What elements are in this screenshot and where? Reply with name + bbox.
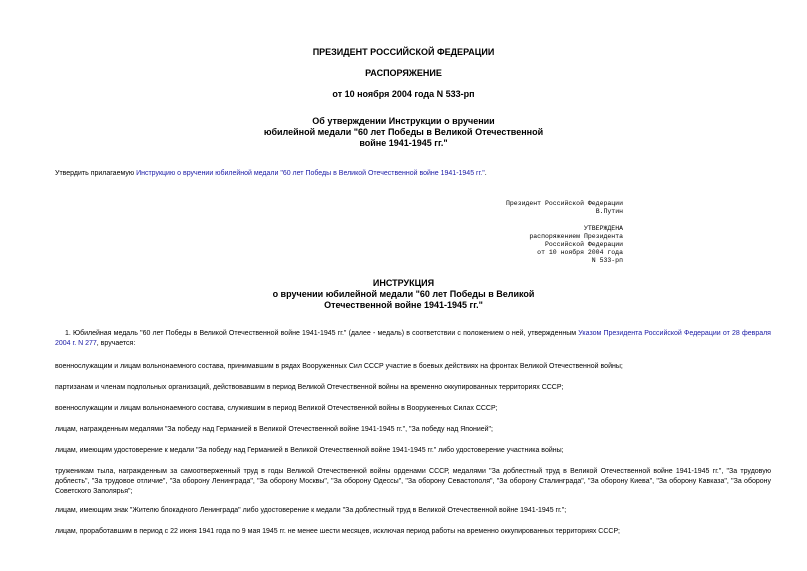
list-item: лицам, имеющим удостоверение к медали "За победу над Германией в Великой Отечественной войне 1941-1945 гг." либо удостоверение участника войны; [55,447,564,454]
decree-link[interactable]: Указом Президента Российской Федерации от 28 февраля 2004 г. N 277 [55,330,771,347]
instruction-paragraph-1 [55,329,771,349]
signature-block [420,200,623,216]
signature-name: В.Путин [595,208,623,215]
list-item: лицам, награжденным медалями "За победу над Германией в Великой Отечественной войне 1941-1945 гг.", "За победу над Японией"; [55,426,493,433]
order-paragraph [55,169,771,179]
instruction-link[interactable]: Инструкцию о вручении юбилейной медали "60 лет Победы в Великой Отечественной войне 1941-1945 гг." [136,170,485,177]
order-prefix: Утвердить прилагаемую [55,170,137,177]
approval-line: распоряжением Президента [529,233,623,240]
document-date: от 10 ноября 2004 года N 533-рп [332,89,475,99]
list-item: лицам, проработавшим в период с 22 июня 1941 года по 9 мая 1945 гг. не менее шести месяцев, исключая период работы на временно оккупированных территориях СССР; [55,528,620,535]
title-line: Об утверждении Инструкции о вручении [312,116,495,126]
approval-line: N 533-рп [591,257,623,264]
list-item: военнослужащим и лицам вольнонаемного состава, служившим в период Великой Отечественной войны в Вооруженных Силах СССР; [55,405,498,412]
authority-heading: ПРЕЗИДЕНТ РОССИЙСКОЙ ФЕДЕРАЦИИ [312,47,495,57]
signature-position: Президент Российской Федерации [505,200,623,207]
approval-line: УТВЕРЖДЕНА [583,225,623,232]
document-type: РАСПОРЯЖЕНИЕ [365,68,442,78]
instruction-title [0,278,807,311]
list-item: военнослужащим и лицам вольнонаемного состава, принимавшим в рядах Вооруженных Сил СССР участие в боевых действиях на фронтах Великой Отечественной войны; [55,363,623,370]
title-line: войне 1941-1945 гг." [359,138,448,148]
order-suffix: . [484,170,487,177]
instruction-title-line: ИНСТРУКЦИЯ [372,278,435,288]
instruction-title-line: Отечественной войне 1941-1945 гг." [324,300,483,310]
title-line: юбилейной медали "60 лет Победы в Великой Отечественной [263,127,544,137]
paragraph-suffix: , вручается: [96,340,136,347]
document-title [0,116,807,149]
list-item: партизанам и членам подпольных организаций, действовавшим в период Великой Отечественной войны на временно оккупированных территориях СССР; [55,384,564,391]
approval-block [420,225,623,265]
list-item: труженикам тыла, награжденным за самоотверженный труд в годы Великой Отечественной войны орденами СССР, медалями "За доблестный труд в Великой Отечественной войне 1941-1945 гг.", "За трудовую доблесть", "За трудовое отличие", "За оборону Ленинграда", "За оборону Москвы", "За оборону Одессы", "За оборону Севастополя", "За оборону Сталинграда", "За оборону Киева", "За оборону Кавказа", "За оборону Советского Заполярья"; [55,468,771,495]
instruction-title-line: о вручении юбилейной медали "60 лет Победы в Великой [272,289,535,299]
approval-line: от 10 ноября 2004 года [537,249,623,256]
list-item: лицам, имеющим знак "Жителю блокадного Ленинграда" либо удостоверение к медали "За доблестный труд в Великой Отечественной войне 1941-1945 гг."; [55,507,567,514]
approval-line: Российской Федерации [544,241,623,248]
paragraph-text: 1. Юбилейная медаль "60 лет Победы в Великой Отечественной войне 1941-1945 гг." (далее - медаль) в соответствии с положением о ней, утвержденным [65,330,579,337]
